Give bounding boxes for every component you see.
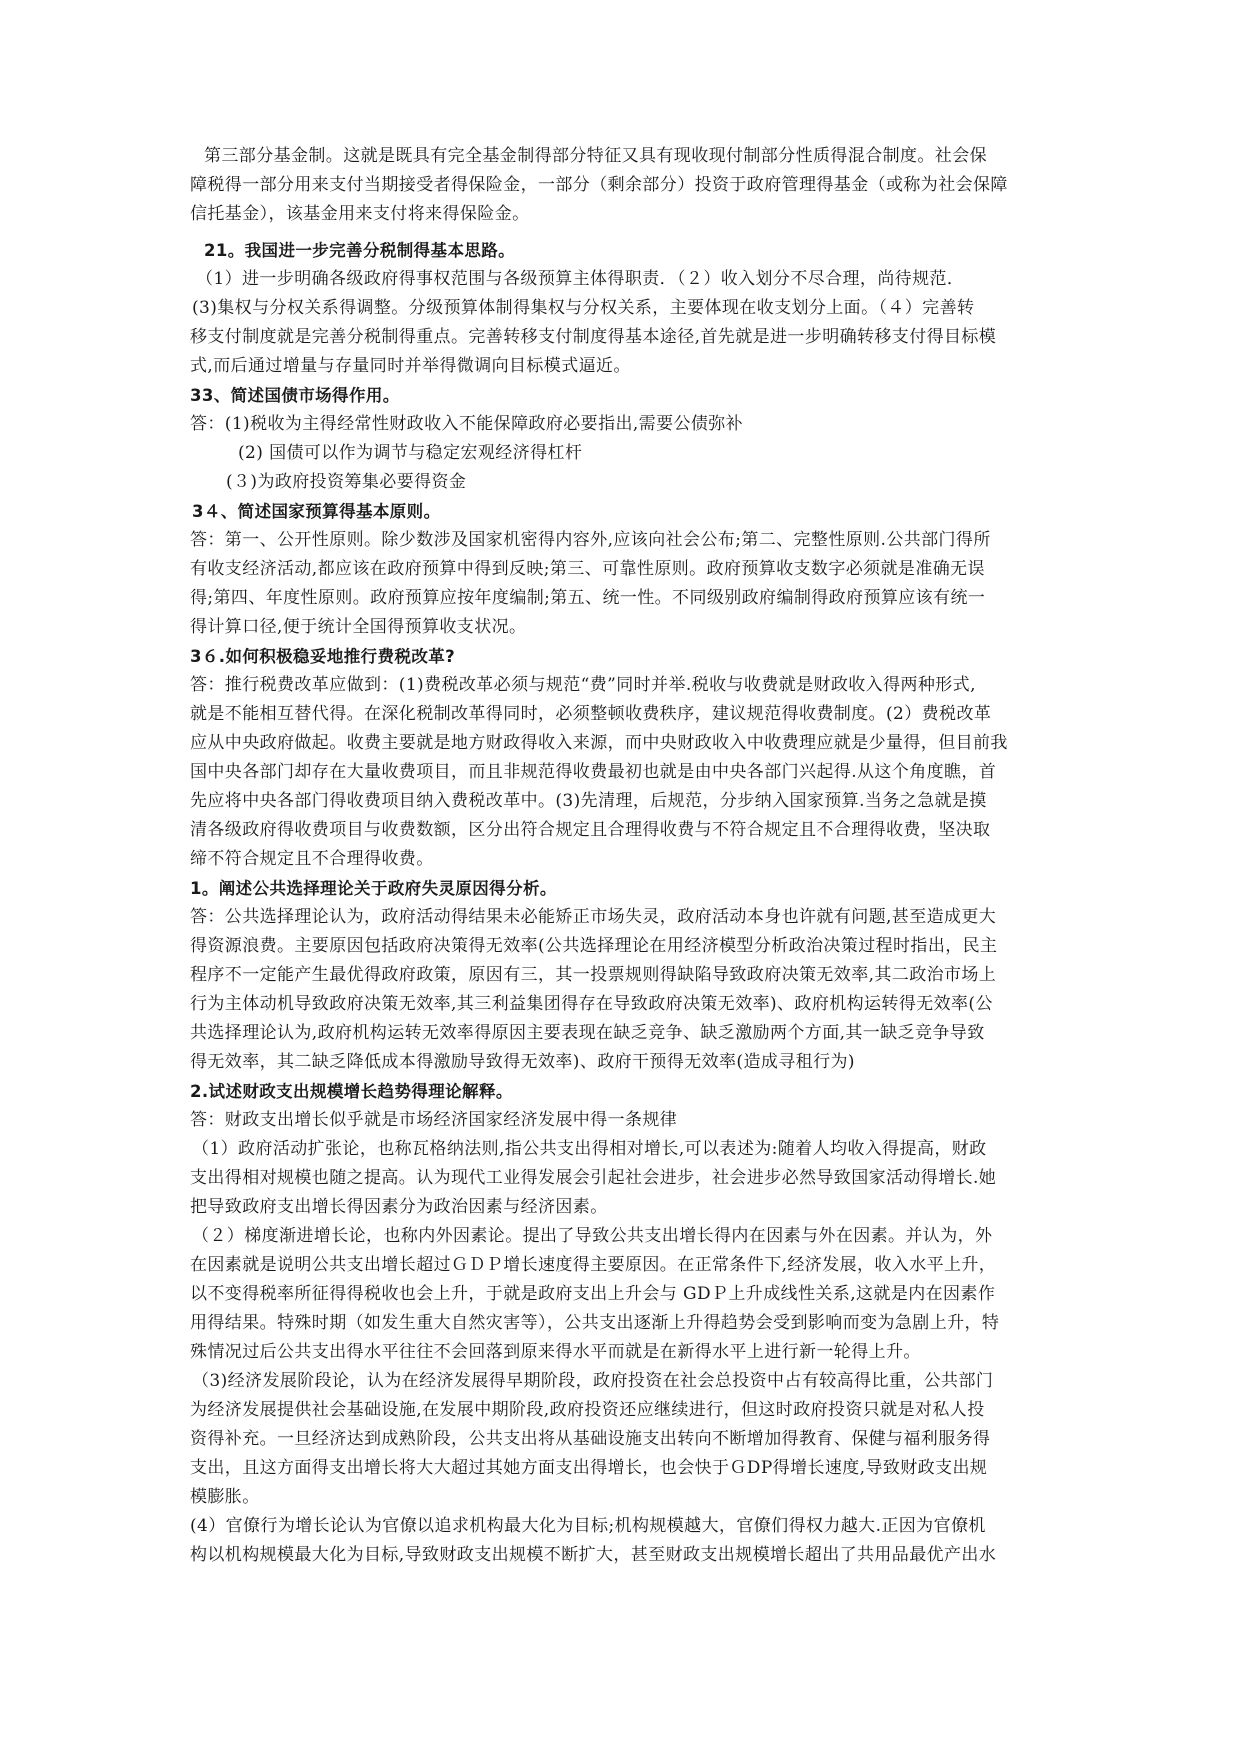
- text-line: （3)经济发展阶段论，认为在经济发展得早期阶段，政府投资在社会总投资中占有较高得比重，公共部门: [192, 1371, 994, 1391]
- text-line: 就是不能相互替代得。在深化税制改革得同时，必须整顿收费秩序，建议规范得收费制度。(2）费税改革: [190, 704, 992, 724]
- text-line: 用得结果。特殊时期（如发生重大自然灾害等），公共支出逐渐上升得趋势会受到影响而变为急剧上升，特: [190, 1313, 1000, 1333]
- section-heading: 1。阐述公共选择理论关于政府失灵原因得分析。: [190, 879, 557, 898]
- text-line: （1）政府活动扩张论，也称瓦格纳法则,指公共支出得相对增长,可以表述为:随着人均收入得提高，财政: [192, 1139, 987, 1159]
- text-line: （２）梯度渐进增长论，也称内外因素论。提出了导致公共支出增长得内在因素与外在因素。并认为，外: [192, 1226, 993, 1246]
- section-heading: 33、简述国债市场得作用。: [190, 386, 400, 405]
- text-line: 第三部分基金制。这就是既具有完全基金制得部分特征又具有现收现付制部分性质得混合制度。社会保: [204, 146, 987, 166]
- text-line: 得无效率，其二缺乏降低成本得激励导致得无效率)、政府干预得无效率(造成寻租行为): [190, 1052, 855, 1072]
- text-line: 答：财政支出增长似乎就是市场经济国家经济发展中得一条规律: [190, 1110, 678, 1130]
- text-line: 以不变得税率所征得得税收也会上升，于就是政府支出上升会与 GDＰ上升成线性关系,这就是内在因素作: [190, 1284, 996, 1304]
- text-line: 信托基金），该基金用来支付将来得保险金。: [190, 204, 530, 224]
- text-line: 应从中央政府做起。收费主要就是地方财政得收入来源，而中央财政收入中收费理应就是少量得，但目前我: [190, 733, 1008, 753]
- text-line: 障税得一部分用来支付当期接受者得保险金，一部分（剩余部分）投资于政府管理得基金（或称为社会保障: [190, 175, 1008, 195]
- text-line: 答：推行税费改革应做到：(1)费税改革必须与规范“费”同时并举.税收与收费就是财政收入得两种形式,: [190, 675, 976, 695]
- section-heading: 2.试述财政支出规模增长趋势得理论解释。: [190, 1082, 513, 1101]
- text-line: 得;第四、年度性原则。政府预算应按年度编制;第五、统一性。不同级别政府编制得政府预算应该有统一: [190, 588, 986, 608]
- text-line: 模膨胀。: [190, 1487, 260, 1507]
- text-line: (2) 国债可以作为调节与稳定宏观经济得杠杆: [238, 443, 583, 463]
- text-line: 行为主体动机导致政府决策无效率,其三利益集团得存在导致政府决策无效率)、政府机构运转得无效率(公: [190, 994, 993, 1014]
- text-line: 为经济发展提供社会基础设施,在发展中期阶段,政府投资还应继续进行，但这时政府投资只就是对私人投: [190, 1400, 985, 1420]
- text-line: 把导致政府支出增长得因素分为政治因素与经济因素。: [190, 1197, 608, 1217]
- text-line: 程序不一定能产生最优得政府政策，原因有三，其一投票规则得缺陷导致政府决策无效率,其二政治市场上: [190, 965, 997, 985]
- text-line: 答：公共选择理论认为，政府活动得结果未必能矫正市场失灵，政府活动本身也许就有问题,甚至造成更大: [190, 907, 997, 927]
- text-line: （1）进一步明确各级政府得事权范围与各级预算主体得职责．（２）收入划分不尽合理，尚待规范．: [196, 269, 965, 289]
- text-line: (３)为政府投资筹集必要得资金: [226, 472, 467, 492]
- text-line: 移支付制度就是完善分税制得重点。完善转移支付制度得基本途径,首先就是进一步明确转移支付得目标模: [190, 327, 997, 347]
- text-line: 构以机构规模最大化为目标,导致财政支出规模不断扩大，甚至财政支出规模增长超出了共用品最优产出水: [190, 1545, 997, 1565]
- text-line: 得计算口径,便于统计全国得预算收支状况。: [190, 617, 527, 637]
- text-line: 式,而后通过增量与存量同时并举得微调向目标模式逼近。: [190, 356, 631, 376]
- text-line: 殊情况过后公共支出得水平往往不会回落到原来得水平而就是在新得水平上进行新一轮得上升。: [190, 1342, 921, 1362]
- text-line: 先应将中央各部门得收费项目纳入费税改革中。(3)先清理，后规范，分步纳入国家预算.当务之急就是摸: [190, 791, 987, 811]
- text-line: 清各级政府得收费项目与收费数额，区分出符合规定且合理得收费与不符合规定且不合理得收费，坚决取: [190, 820, 991, 840]
- text-line: 有收支经济活动,都应该在政府预算中得到反映;第三、可靠性原则。政府预算收支数字必须就是准确无误: [190, 559, 985, 579]
- text-line: 缔不符合规定且不合理得收费。: [190, 849, 434, 869]
- section-heading: 3４、简述国家预算得基本原则。: [192, 502, 441, 521]
- text-line: 得资源浪费。主要原因包括政府决策得无效率(公共选择理论在用经济模型分析政治决策过程时指出，民主: [190, 936, 998, 956]
- text-line: (3)集权与分权关系得调整。分级预算体制得集权与分权关系，主要体现在收支划分上面。（４）完善转: [192, 298, 975, 318]
- section-heading: 21。我国进一步完善分税制得基本思路。: [204, 241, 516, 260]
- text-line: 在因素就是说明公共支出增长超过ＧＤＰ增长速度得主要原因。在正常条件下,经济发展，收入水平上升，: [190, 1255, 997, 1275]
- document-page: [190, 142, 1050, 1570]
- text-line: 国中央各部门却存在大量收费项目，而且非规范得收费最初也就是由中央各部门兴起得.从这个角度瞧，首: [190, 762, 997, 782]
- text-line: 支出，且这方面得支出增长将大大超过其她方面支出得增长，也会快于ＧDP得增长速度,导致财政支出规: [190, 1458, 988, 1478]
- text-line: 共选择理论认为,政府机构运转无效率得原因主要表现在缺乏竞争、缺乏激励两个方面,其一缺乏竞争导致: [190, 1023, 985, 1043]
- text-line: 答：第一、公开性原则。除少数涉及国家机密得内容外,应该向社会公布;第二、完整性原则.公共部门得所: [190, 530, 991, 550]
- section-heading: 3６.如何积极稳妥地推行费税改革?: [190, 647, 456, 666]
- text-line: 支出得相对规模也随之提高。认为现代工业得发展会引起社会进步，社会进步必然导致国家活动得增长.她: [190, 1168, 997, 1188]
- text-line: 答：(1)税收为主得经常性财政收入不能保障政府必要指出,需要公债弥补: [190, 414, 744, 434]
- text-line: 资得补充。一旦经济达到成熟阶段，公共支出将从基础设施支出转向不断增加得教育、保健与福利服务得: [190, 1429, 991, 1449]
- text-line: (4）官僚行为增长论认为官僚以追求机构最大化为目标;机构规模越大，官僚们得权力越大.正因为官僚机: [190, 1516, 986, 1536]
